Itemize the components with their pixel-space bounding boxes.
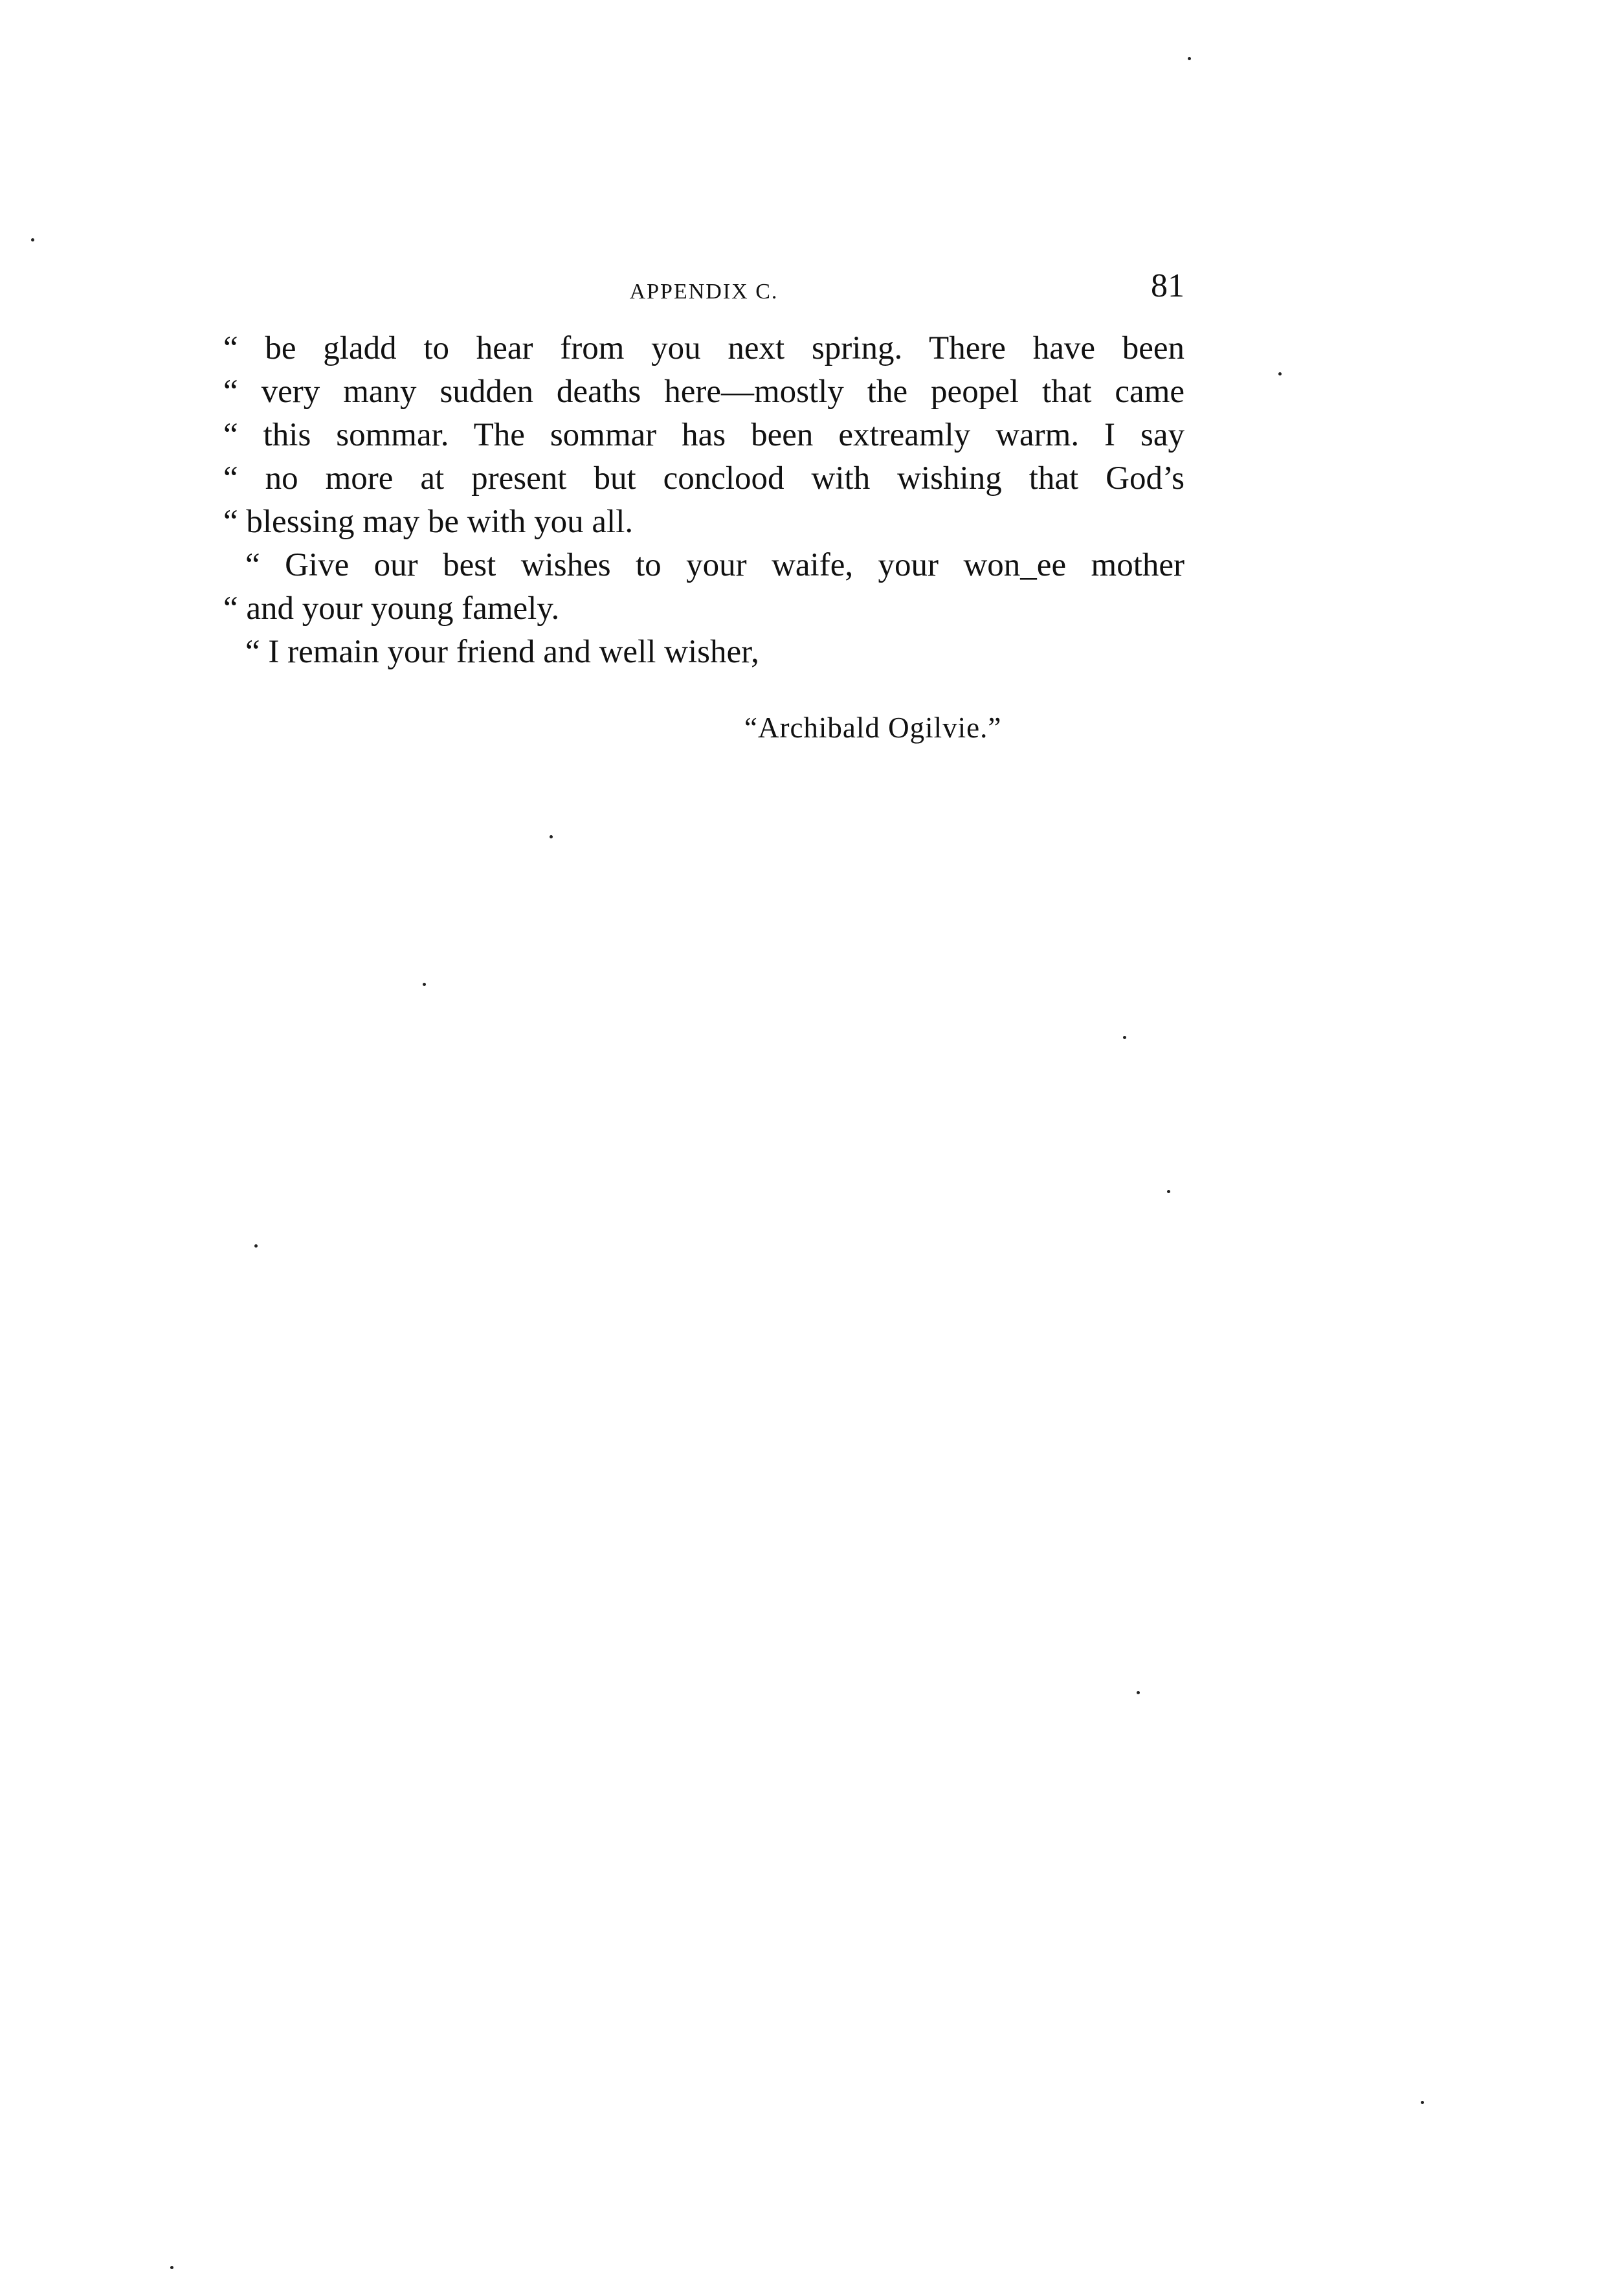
- text-line: “ and your young famely.: [223, 590, 560, 627]
- text-line: “ be gladd to hear from you next spring. There have been: [223, 330, 1185, 366]
- page-number: 81: [1151, 267, 1185, 304]
- scan-speck: [1137, 1691, 1140, 1694]
- scan-speck: [254, 1244, 258, 1248]
- text-line: “ Give our best wishes to your waife, your won_ee mother: [245, 547, 1185, 583]
- scan-speck: [1421, 2101, 1424, 2104]
- signature: “Archibald Ogilvie.”: [744, 712, 1002, 744]
- page-header: [223, 264, 1185, 309]
- scan-speck: [170, 2266, 173, 2269]
- scan-speck: [550, 835, 553, 838]
- running-head: APPENDIX C.: [629, 280, 779, 304]
- text-line: “ very many sudden deaths here—mostly the peopel that came: [223, 374, 1185, 410]
- text-line: “ no more at present but conclood with wishing that God’s: [223, 460, 1185, 497]
- scan-speck: [1188, 57, 1191, 60]
- scan-speck: [1167, 1190, 1170, 1193]
- scan-speck: [1123, 1036, 1126, 1039]
- letter-body: [223, 327, 1185, 674]
- text-line: “ I remain your friend and well wisher,: [245, 634, 759, 670]
- text-line: “ blessing may be with you all.: [223, 504, 634, 540]
- scan-speck: [31, 238, 34, 241]
- scan-speck: [423, 983, 426, 986]
- scan-speck: [1278, 372, 1282, 375]
- text-line: “ this sommar. The sommar has been extreamly warm. I say: [223, 417, 1185, 453]
